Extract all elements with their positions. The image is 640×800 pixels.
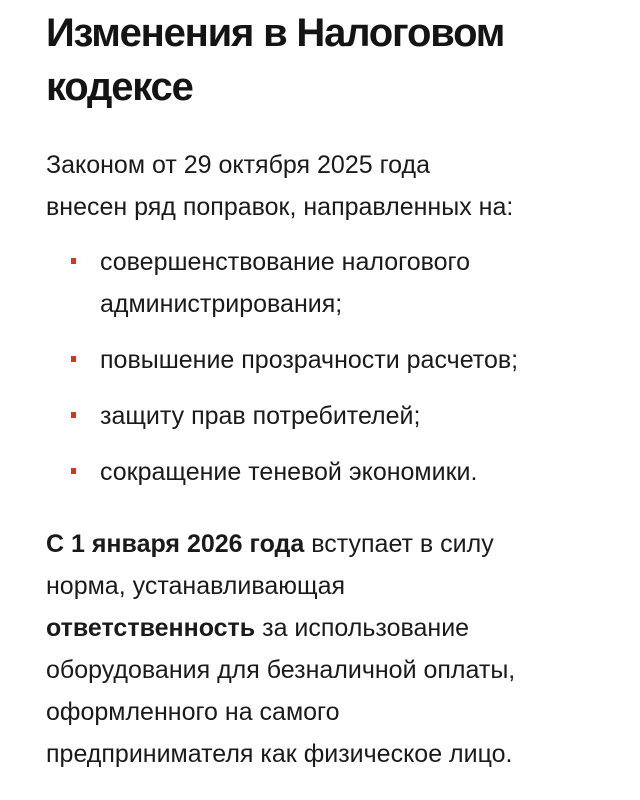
list-item-text: повышение прозрачности расчетов;	[100, 346, 519, 374]
outro-line-2: норма, устанавливающая	[46, 572, 346, 600]
outro-line-3-rest: за использование	[255, 614, 470, 642]
list-item-text-line-1: совершенствование налогового	[100, 248, 470, 276]
title-line-1: Изменения в Налоговом	[46, 11, 505, 55]
intro-paragraph	[46, 144, 626, 228]
red-square-bullet-icon	[71, 258, 76, 264]
list-item	[46, 451, 626, 493]
list-item	[46, 241, 626, 325]
list-item-text-line-2: администрирования;	[100, 290, 343, 318]
red-square-bullet-icon	[71, 468, 76, 474]
red-square-bullet-icon	[71, 412, 76, 418]
outro-line-6: предпринимателя как физическое лицо.	[46, 740, 513, 768]
outro-paragraph	[46, 523, 626, 775]
list-item-text: сокращение теневой экономики.	[100, 458, 478, 486]
outro-line-4: оборудования для безналичной оплаты,	[46, 656, 516, 684]
responsibility-bold: ответственность	[46, 614, 256, 642]
effective-date-bold: С 1 января 2026 года	[46, 530, 305, 558]
outro-line-5: оформленного на самого	[46, 698, 340, 726]
page-title	[46, 6, 626, 114]
article	[46, 6, 626, 775]
title-line-2: кодексе	[46, 65, 193, 109]
intro-line-2: внесен ряд поправок, направленных на:	[46, 193, 514, 221]
intro-line-1: Законом от 29 октября 2025 года	[46, 151, 430, 179]
amendments-list	[46, 241, 626, 493]
list-item-text: защиту прав потребителей;	[100, 402, 421, 430]
red-square-bullet-icon	[71, 356, 76, 362]
list-item	[46, 395, 626, 437]
outro-line-1-rest: вступает в силу	[304, 530, 494, 558]
list-item	[46, 339, 626, 381]
